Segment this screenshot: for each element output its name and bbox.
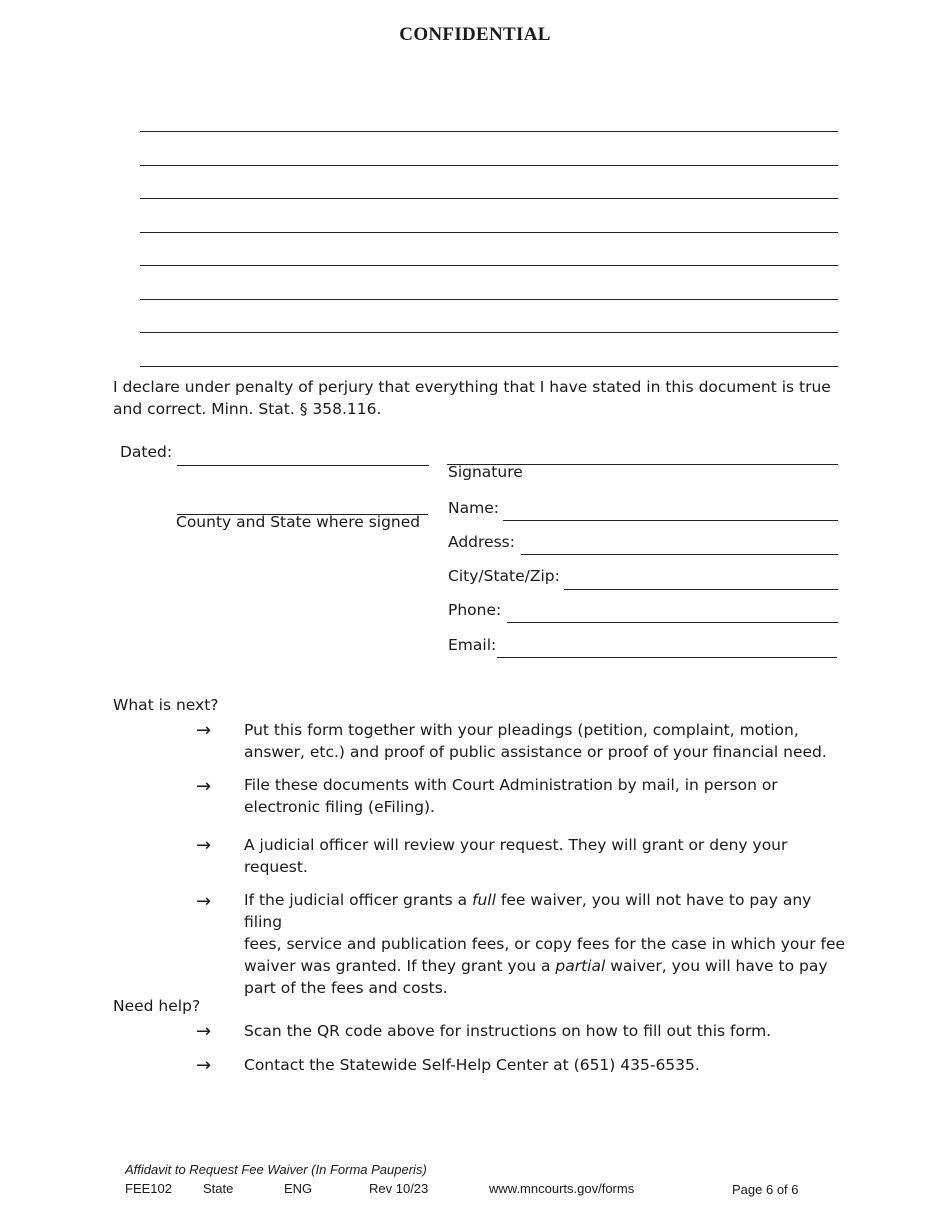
text-run: If the judicial officer grants a <box>244 891 473 909</box>
list-item-line: File these documents with Court Administration by mail, in person or <box>244 776 778 794</box>
county-label: County and State where signed <box>176 513 421 531</box>
list-item-line <box>244 955 854 977</box>
city-state-zip-label: City/State/Zip: <box>448 567 560 585</box>
phone-label: Phone: <box>448 601 502 619</box>
text-run: waiver, you will have to pay <box>605 957 828 975</box>
address-field[interactable] <box>521 554 838 555</box>
name-label: Name: <box>448 499 499 517</box>
perjury-declaration <box>113 376 873 420</box>
writing-line[interactable] <box>140 265 838 266</box>
footer-revision: Rev 10/23 <box>369 1181 429 1196</box>
list-item-line: A judicial officer will review your request. They will grant or deny your <box>244 836 788 854</box>
writing-line[interactable] <box>140 366 838 367</box>
arrow-icon: → <box>196 835 212 856</box>
list-item <box>244 889 854 999</box>
dated-label: Dated: <box>120 443 173 461</box>
writing-line[interactable] <box>140 299 838 300</box>
declaration-line: I declare under penalty of perjury that everything that I have stated in this document is true <box>113 378 831 396</box>
signature-label: Signature <box>448 463 523 481</box>
list-item <box>244 774 844 818</box>
declaration-line: and correct. Minn. Stat. § 358.116. <box>113 400 382 418</box>
arrow-icon: → <box>196 1055 212 1076</box>
list-item-line <box>244 889 854 933</box>
list-item-line: request. <box>244 858 308 876</box>
name-field[interactable] <box>503 520 838 521</box>
writing-line[interactable] <box>140 131 838 132</box>
arrow-icon: → <box>196 720 212 741</box>
list-item-line: part of the fees and costs. <box>244 979 448 997</box>
email-label: Email: <box>448 636 497 654</box>
arrow-icon: → <box>196 891 212 912</box>
footer-form-code: FEE102 <box>125 1181 172 1196</box>
help-item: Contact the Statewide Self-Help Center at (651) 435-6535. <box>244 1056 700 1074</box>
help-heading: Need help? <box>113 997 201 1015</box>
next-steps-heading: What is next? <box>113 696 219 714</box>
list-item-line: fees, service and publication fees, or copy fees for the case in which your fee <box>244 935 846 953</box>
footer-jurisdiction: State <box>203 1181 234 1196</box>
address-label: Address: <box>448 533 515 551</box>
footer-url[interactable]: www.mncourts.gov/forms <box>489 1181 635 1196</box>
writing-line[interactable] <box>140 198 838 199</box>
footer-page-number: Page 6 of 6 <box>732 1182 799 1197</box>
page-title: CONFIDENTIAL <box>399 24 551 45</box>
writing-line[interactable] <box>140 232 838 233</box>
footer-language: ENG <box>284 1181 313 1196</box>
text-run: fee waiver, you will not have to pay any filing <box>244 891 812 931</box>
city-state-zip-field[interactable] <box>564 589 838 590</box>
list-item-line: answer, etc.) and proof of public assistance or proof of your financial need. <box>244 743 827 761</box>
list-item-line: Put this form together with your pleadings (petition, complaint, motion, <box>244 721 799 739</box>
arrow-icon: → <box>196 1021 212 1042</box>
footer-form-title: Affidavit to Request Fee Waiver (In Forma Pauperis) <box>125 1162 427 1177</box>
writing-line[interactable] <box>140 165 838 166</box>
writing-line[interactable] <box>140 332 838 333</box>
phone-field[interactable] <box>507 622 838 623</box>
emphasis-full: full <box>472 891 496 909</box>
list-item <box>244 719 844 763</box>
email-field[interactable] <box>497 657 837 658</box>
emphasis-partial: partial <box>555 957 606 975</box>
dated-field[interactable] <box>177 465 429 466</box>
list-item-line: electronic filing (eFiling). <box>244 798 435 816</box>
arrow-icon: → <box>196 776 212 797</box>
help-item: Scan the QR code above for instructions on how to fill out this form. <box>244 1022 772 1040</box>
list-item <box>244 834 844 878</box>
text-run: waiver was granted. If they grant you a <box>244 957 556 975</box>
